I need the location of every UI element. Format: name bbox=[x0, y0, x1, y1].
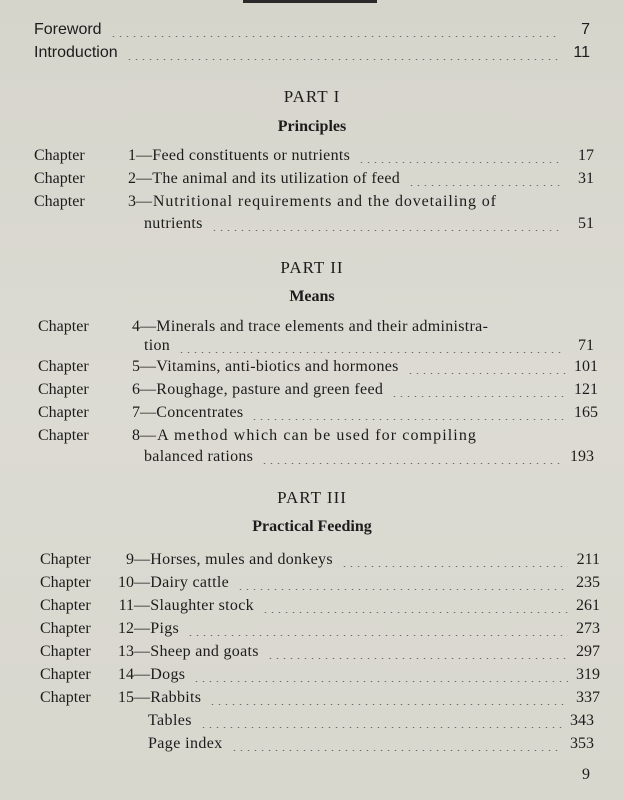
chapter-title: —Feed constituents or nutrients bbox=[136, 147, 351, 164]
dot-leader bbox=[261, 463, 562, 464]
chapter-number: 8 bbox=[132, 427, 140, 444]
dot-leader bbox=[200, 727, 562, 728]
entry-page: 353 bbox=[570, 735, 594, 752]
chapter-label: Chapter bbox=[38, 358, 89, 375]
chapter-continuation bbox=[144, 448, 594, 470]
entry-page: 343 bbox=[570, 712, 594, 729]
dot-leader bbox=[358, 162, 562, 163]
dot-leader bbox=[110, 36, 558, 37]
chapter-label: Chapter bbox=[40, 620, 91, 637]
chapter-label: Chapter bbox=[34, 170, 85, 187]
chapter-row bbox=[38, 427, 598, 449]
chapter-label: Chapter bbox=[40, 574, 91, 591]
dot-leader bbox=[251, 419, 566, 420]
dot-leader bbox=[391, 396, 566, 397]
chapter-row bbox=[40, 666, 600, 688]
chapter-title: —Concentrates bbox=[140, 404, 244, 421]
chapter-title: —Horses, mules and donkeys bbox=[134, 551, 333, 568]
chapter-number: 9 bbox=[126, 551, 134, 568]
chapter-title-cont: balanced rations bbox=[144, 448, 254, 465]
dot-leader bbox=[187, 635, 568, 636]
chapter-label: Chapter bbox=[38, 381, 89, 398]
chapter-number: 10 bbox=[118, 574, 134, 591]
chapter-title: —Slaughter stock bbox=[134, 597, 254, 614]
chapter-label: Chapter bbox=[34, 193, 85, 210]
chapter-page: 31 bbox=[578, 170, 594, 187]
chapter-continuation bbox=[144, 337, 594, 359]
dot-leader bbox=[231, 750, 562, 751]
chapter-number: 2 bbox=[128, 170, 136, 187]
chapter-continuation bbox=[144, 215, 594, 237]
chapter-title-cont: tion bbox=[144, 337, 171, 354]
chapter-page: 235 bbox=[576, 574, 600, 591]
entry-title: Introduction bbox=[34, 44, 118, 61]
chapter-number: 15 bbox=[118, 689, 134, 706]
entry-page: 7 bbox=[581, 21, 590, 38]
chapter-page: 51 bbox=[578, 215, 594, 232]
entry-page: 11 bbox=[573, 44, 590, 61]
chapter-number: 7 bbox=[132, 404, 140, 421]
part-heading: PART III bbox=[277, 488, 347, 507]
chapter-page: 193 bbox=[570, 448, 594, 465]
chapter-page: 211 bbox=[576, 551, 600, 568]
chapter-number: 4 bbox=[132, 318, 140, 335]
chapter-title: —Vitamins, anti-biotics and hormones bbox=[140, 358, 399, 375]
chapter-title: —A method which can be used for compiling bbox=[140, 427, 478, 444]
entry-title: Foreword bbox=[34, 21, 102, 38]
chapter-row bbox=[38, 381, 598, 403]
chapter-label: Chapter bbox=[40, 643, 91, 660]
chapter-row bbox=[38, 404, 598, 426]
dot-leader bbox=[193, 681, 568, 682]
chapter-row bbox=[34, 170, 594, 192]
chapter-page: 165 bbox=[574, 404, 598, 421]
section-heading: Practical Feeding bbox=[252, 518, 372, 535]
chapter-number: 12 bbox=[118, 620, 134, 637]
dot-leader bbox=[262, 612, 568, 613]
chapter-label: Chapter bbox=[38, 427, 89, 444]
toc-entry-page-index bbox=[148, 735, 594, 757]
chapter-label: Chapter bbox=[40, 597, 91, 614]
chapter-row bbox=[34, 147, 594, 169]
entry-title: Page index bbox=[148, 735, 223, 752]
toc-entry-tables bbox=[148, 712, 594, 734]
section-heading: Means bbox=[289, 288, 335, 305]
chapter-label: Chapter bbox=[40, 689, 91, 706]
chapter-title: —Dairy cattle bbox=[134, 574, 229, 591]
page-number: 9 bbox=[582, 766, 590, 783]
chapter-row bbox=[40, 597, 600, 619]
dot-leader bbox=[209, 704, 568, 705]
dot-leader bbox=[237, 589, 568, 590]
chapter-number: 11 bbox=[118, 597, 134, 614]
chapter-page: 101 bbox=[574, 358, 598, 375]
dot-leader bbox=[126, 59, 558, 60]
chapter-page: 297 bbox=[576, 643, 600, 660]
chapter-title: —Minerals and trace elements and their administra- bbox=[140, 318, 489, 335]
section-heading: Principles bbox=[277, 118, 347, 135]
chapter-title-cont: nutrients bbox=[144, 215, 203, 232]
chapter-row bbox=[40, 689, 600, 711]
top-rule bbox=[243, 0, 377, 3]
chapter-row bbox=[34, 193, 594, 215]
entry-title: Tables bbox=[148, 712, 192, 729]
chapter-row bbox=[40, 551, 600, 573]
chapter-page: 71 bbox=[578, 337, 594, 354]
dot-leader bbox=[211, 230, 562, 231]
toc-entry-introduction bbox=[34, 44, 590, 66]
chapter-title: —Sheep and goats bbox=[134, 643, 259, 660]
chapter-number: 14 bbox=[118, 666, 134, 683]
toc-entry-foreword bbox=[34, 21, 590, 43]
chapter-number: 13 bbox=[118, 643, 134, 660]
dot-leader bbox=[178, 352, 562, 353]
chapter-page: 319 bbox=[576, 666, 600, 683]
part-heading: PART I bbox=[283, 87, 341, 106]
chapter-title: —Pigs bbox=[134, 620, 180, 637]
chapter-number: 1 bbox=[128, 147, 136, 164]
dot-leader bbox=[341, 566, 568, 567]
chapter-page: 17 bbox=[578, 147, 594, 164]
chapter-label: Chapter bbox=[38, 404, 89, 421]
chapter-row bbox=[40, 574, 600, 596]
chapter-number: 6 bbox=[132, 381, 140, 398]
chapter-label: Chapter bbox=[34, 147, 85, 164]
chapter-label: Chapter bbox=[38, 318, 89, 335]
part-heading: PART II bbox=[280, 258, 344, 277]
chapter-label: Chapter bbox=[40, 551, 91, 568]
chapter-page: 121 bbox=[574, 381, 598, 398]
chapter-title: —Rabbits bbox=[134, 689, 202, 706]
chapter-number: 3 bbox=[128, 193, 136, 210]
chapter-number: 5 bbox=[132, 358, 140, 375]
chapter-row bbox=[40, 643, 600, 665]
chapter-title: —The animal and its utilization of feed bbox=[136, 170, 401, 187]
chapter-title: —Dogs bbox=[134, 666, 186, 683]
dot-leader bbox=[267, 658, 568, 659]
chapter-title: —Roughage, pasture and green feed bbox=[140, 381, 384, 398]
chapter-page: 261 bbox=[576, 597, 600, 614]
chapter-page: 273 bbox=[576, 620, 600, 637]
chapter-row bbox=[38, 358, 598, 380]
chapter-title: —Nutritional requirements and the dovetailing of bbox=[136, 193, 497, 210]
chapter-row bbox=[40, 620, 600, 642]
chapter-page: 337 bbox=[576, 689, 600, 706]
dot-leader bbox=[407, 373, 566, 374]
chapter-label: Chapter bbox=[40, 666, 91, 683]
dot-leader bbox=[408, 185, 562, 186]
